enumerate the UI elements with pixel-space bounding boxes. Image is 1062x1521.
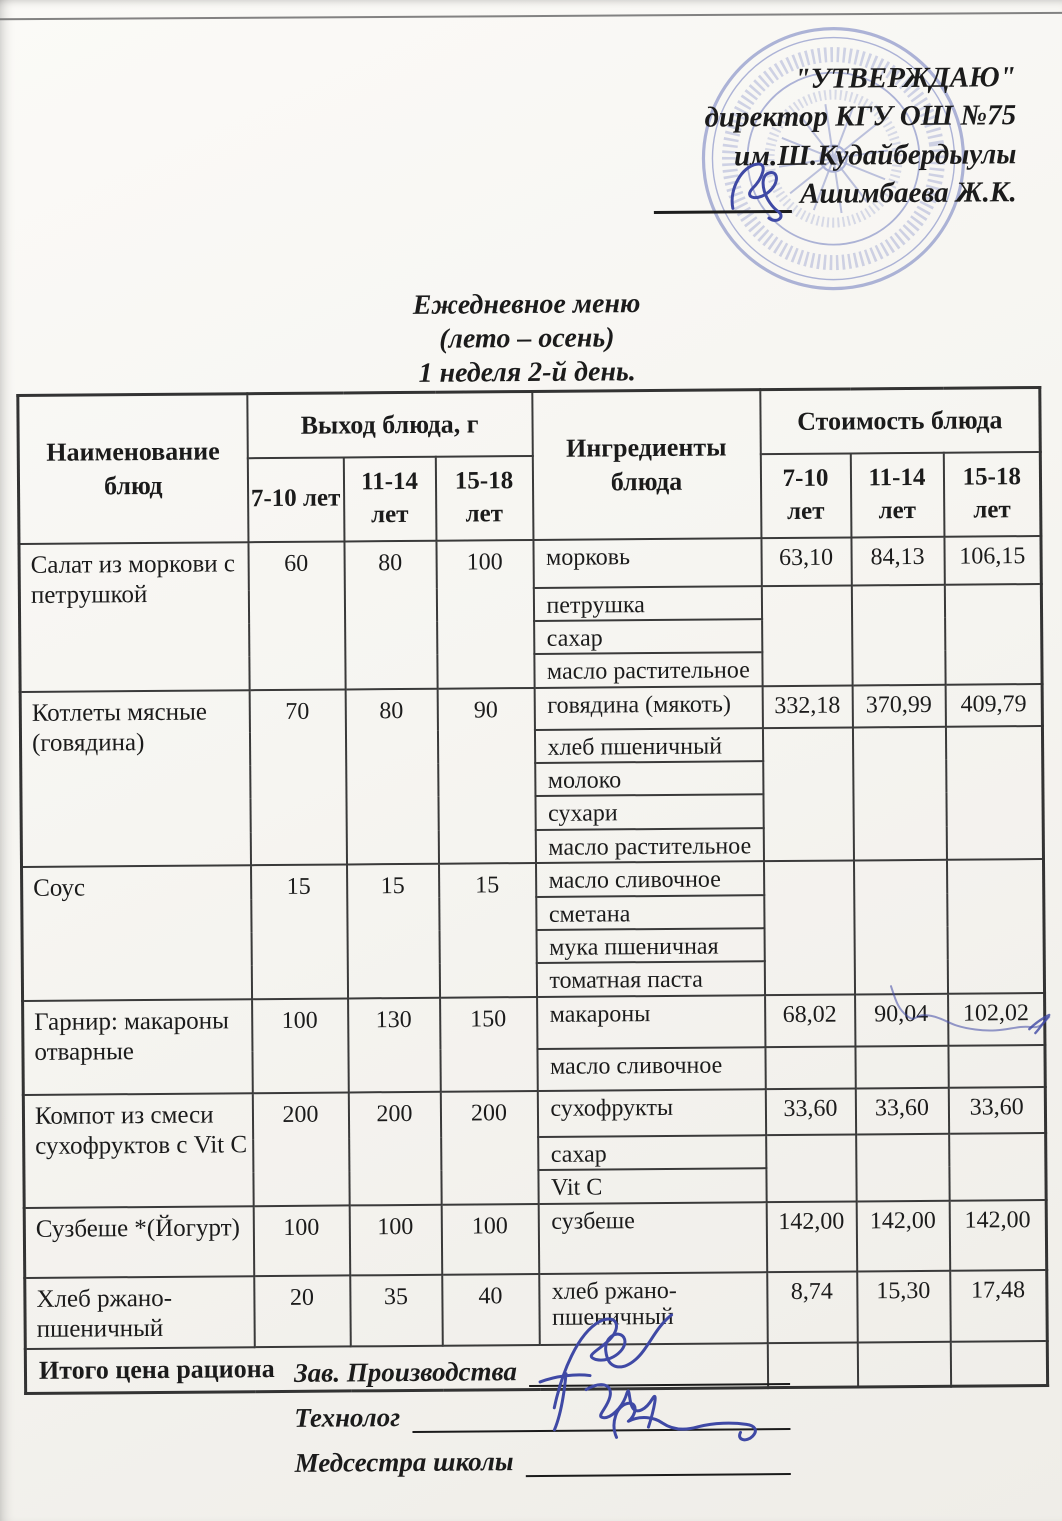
price-cell: 142,00 [766, 1201, 857, 1272]
total-price-cell [857, 1341, 950, 1386]
price-cell: 409,79 [945, 684, 1042, 727]
price-cell [946, 859, 1044, 993]
price-cell: 142,00 [949, 1200, 1047, 1271]
ingredient-cell: масло сливочное [536, 861, 764, 896]
col-header-ingredients: Ингредиенты блюда [532, 390, 761, 540]
price-cell: 33,60 [765, 1088, 855, 1135]
dish-name-cell: Соус [22, 865, 252, 1000]
ingredient-cell: говядина (мякоть) [534, 686, 762, 730]
price-cell: 90,04 [855, 994, 948, 1047]
portion-cell: 35 [350, 1274, 443, 1346]
table-row [23, 1087, 1045, 1141]
portion-cell: 70 [249, 689, 346, 865]
col-header-dish-name: Наименование блюд [18, 394, 248, 544]
portion-cell: 200 [252, 1092, 349, 1206]
ingredient-cell: сахар [534, 619, 762, 654]
ingredient-cell: сузбеше [538, 1202, 767, 1274]
col-header-age-group: 15-18 лет [943, 451, 1041, 536]
price-cell: 15,30 [857, 1270, 951, 1342]
price-cell: 142,00 [856, 1200, 950, 1271]
portion-cell: 40 [442, 1274, 540, 1346]
col-header-output: Выход блюда, г [247, 391, 532, 457]
price-cell: 33,60 [948, 1087, 1045, 1134]
dish-name-cell: Сузбеше *(Йогурт) [24, 1206, 254, 1278]
price-empty-cell [856, 1134, 950, 1202]
ingredient-cell: сухари [535, 795, 763, 830]
ingredient-cell: масло растительное [534, 652, 762, 687]
total-row-label: Итого цена рациона [25, 1343, 767, 1393]
portion-cell: 100 [441, 1204, 539, 1275]
price-cell: 102,02 [948, 993, 1045, 1046]
col-header-age-group: 11-14 лет [850, 452, 944, 537]
ingredient-cell: сахар [538, 1135, 766, 1170]
price-cell: 370,99 [852, 684, 945, 727]
table-row [24, 1200, 1047, 1278]
price-empty-cell [761, 585, 852, 686]
portion-cell: 100 [436, 539, 534, 688]
ingredient-cell: макароны [537, 995, 765, 1049]
ingredient-cell: сметана [536, 895, 764, 930]
ingredient-cell: сухофрукты [537, 1089, 765, 1137]
dish-name-cell: Хлеб ржано-пшеничный [25, 1276, 255, 1349]
col-header-age-group: 15-18 лет [435, 455, 533, 540]
price-empty-cell [766, 1134, 857, 1201]
ingredient-cell: петрушка [533, 586, 761, 621]
portion-cell: 15 [251, 865, 348, 999]
dish-name-cell: Гарнир: макароны отварные [23, 999, 253, 1095]
price-cell: 68,02 [765, 994, 855, 1047]
approval-line: "УТВЕРЖДАЮ" [794, 61, 1016, 95]
table-row [22, 859, 1044, 900]
price-cell [853, 860, 947, 994]
portion-cell: 100 [252, 998, 349, 1093]
col-header-age-group: 11-14 лет [343, 456, 436, 541]
portion-cell: 90 [437, 688, 535, 864]
price-empty-cell [765, 1046, 855, 1089]
dish-name-cell: Котлеты мясные (говядина) [20, 690, 250, 867]
price-empty-cell [762, 727, 853, 861]
approval-line: директор КГУ ОШ №75 [704, 99, 1017, 134]
price-cell: 33,60 [855, 1088, 948, 1135]
dish-name-cell: Салат из моркови с петрушкой [19, 542, 249, 692]
price-empty-cell [944, 583, 1042, 684]
ingredient-cell: масло сливочное [537, 1047, 765, 1091]
price-empty-cell [948, 1045, 1045, 1088]
ingredient-cell: томатная паста [536, 962, 764, 997]
signature-label: Медсестра школы [294, 1446, 514, 1478]
portion-cell: 130 [348, 998, 441, 1093]
portion-cell: 80 [345, 688, 438, 864]
approval-line: им.Ш.Кудайбердыулы [733, 137, 1017, 172]
portion-cell: 60 [248, 541, 345, 690]
dish-name-cell: Компот из смеси сухофруктов с Vit C [23, 1093, 253, 1208]
portion-cell: 80 [344, 540, 437, 689]
menu-title-line: (лето – осень) [439, 322, 615, 355]
price-empty-cell [945, 726, 1043, 860]
director-signature-ink [718, 150, 839, 231]
price-cell [763, 861, 854, 995]
menu-title [15, 284, 1038, 394]
portion-cell: 200 [348, 1092, 441, 1206]
signature-label: Технолог [294, 1402, 401, 1433]
col-header-age-group: 7-10 лет [247, 457, 344, 542]
portion-cell: 15 [439, 863, 537, 997]
price-empty-cell [949, 1133, 1047, 1201]
ingredient-cell: масло растительное [535, 828, 763, 863]
price-empty-cell [855, 1046, 948, 1089]
price-cell: 8,74 [767, 1271, 858, 1343]
signature-label: Зав. Производства [293, 1356, 518, 1388]
portion-cell: 100 [253, 1205, 350, 1276]
table-row [19, 535, 1041, 591]
portion-cell: 150 [440, 997, 538, 1092]
col-header-cost: Стоимость блюда [760, 387, 1041, 453]
price-cell: 332,18 [762, 685, 852, 728]
portion-cell: 100 [349, 1204, 442, 1275]
portion-cell: 20 [254, 1275, 351, 1347]
ingredient-cell: морковь [533, 538, 761, 588]
menu-title-line: Ежедневное меню [412, 288, 641, 321]
menu-title-line: 1 неделя 2-й день. [418, 356, 636, 390]
ink-scribble [883, 981, 1053, 1042]
price-empty-cell [852, 726, 946, 860]
price-cell: 63,10 [761, 537, 851, 586]
price-empty-cell [851, 584, 945, 685]
ingredient-cell: хлеб ржано-пшеничный [539, 1272, 768, 1345]
portion-cell: 200 [440, 1091, 538, 1205]
nurse-signature-ink [600, 1396, 770, 1455]
approval-line: Ашимбаева Ж.К. [799, 175, 1017, 210]
total-price-cell [950, 1341, 1047, 1386]
ingredient-cell: мука пшеничная [536, 928, 764, 963]
ingredient-cell: Vit C [538, 1168, 766, 1203]
ingredient-cell: молоко [535, 761, 763, 796]
price-cell: 17,48 [950, 1270, 1048, 1342]
price-cell: 84,13 [851, 536, 944, 585]
col-header-age-group: 7-10 лет [760, 453, 851, 538]
ingredient-cell: хлеб пшеничный [534, 728, 762, 763]
portion-cell: 15 [347, 864, 440, 998]
menu-table [16, 386, 1049, 1395]
price-cell: 106,15 [944, 535, 1041, 584]
